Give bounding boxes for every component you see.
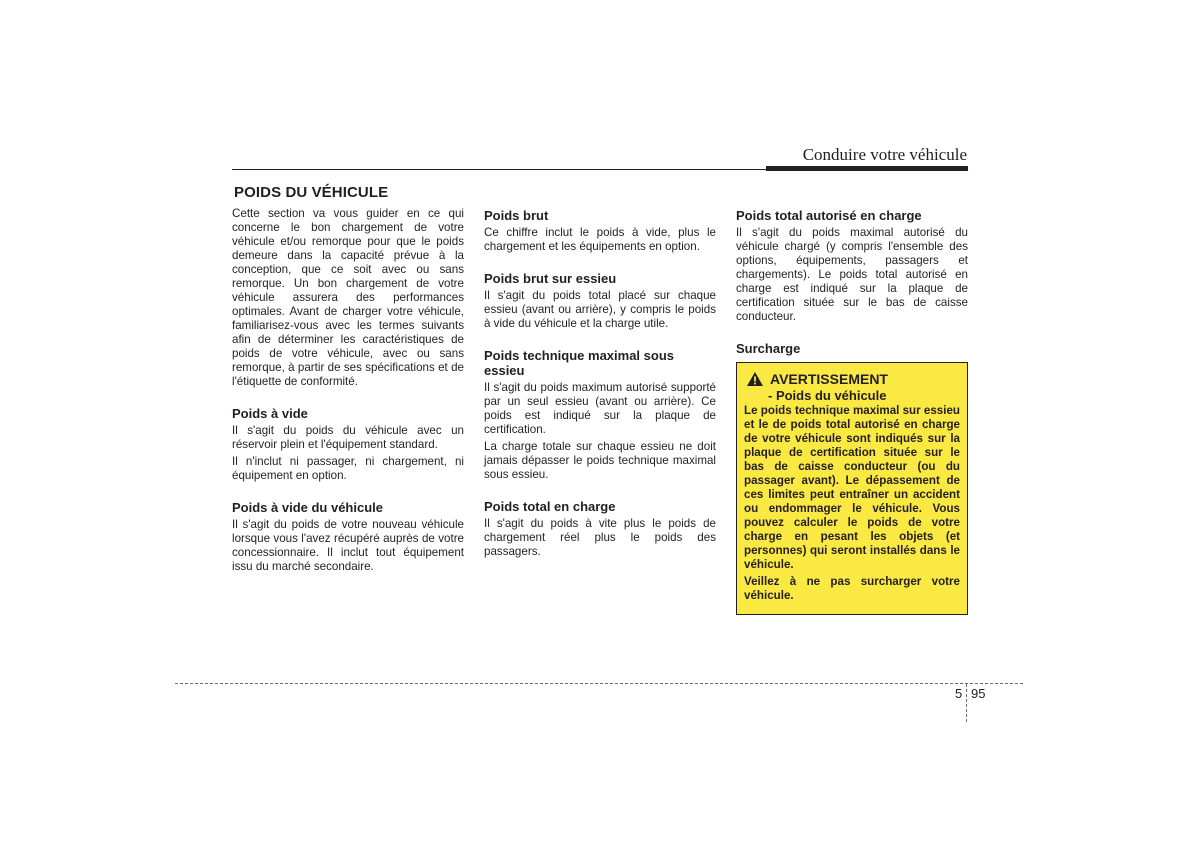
intro-paragraph: Cette section va vous guider en ce qui concerne le bon chargement de votre véhicule et/ou remorque pour que le poids demeure dans la capacité prévue à la conception, que ce soit avec ou sans remorque. Un bon chargement de votre véhicule assurera des performances optimales. Avant de charger votre véhicule, familiarisez-vous avec les termes suivants afin de déterminer les caractéristiques de poids de votre véhicule, avec ou sans remorque, à partir de ses spécifications et de l'étiquette de conformité. [232, 207, 464, 388]
header-rule-accent [766, 166, 968, 171]
warning-box [736, 362, 968, 615]
paragraph: La charge totale sur chaque essieu ne doit jamais dépasser le poids technique maximal sous essieu. [484, 440, 716, 481]
paragraph: Il s'agit du poids à vite plus le poids de chargement réel plus le poids des passagers. [484, 517, 716, 558]
warning-paragraph: Le poids technique maximal sur essieu et le de poids total autorisé en charge de votre véhicule sont indiqués sur la plaque de certification située sur le bas de caisse conducteur (ou du passager avant). Le dépassement de ces limites peut entraîner un accident ou endommager le véhicule. Vous pouvez calculer le poids de votre charge en pesant les objets (et personnes) qui seront installés dans le véhicule. [744, 404, 960, 571]
warning-paragraph: Veillez à ne pas surcharger votre véhicule. [744, 575, 960, 602]
paragraph: Il s'agit du poids de votre nouveau véhicule lorsque vous l'avez récupéré auprès de votre concessionnaire. Il inclut tout équipement issu du marché secondaire. [232, 518, 464, 573]
footer-rule [175, 683, 1023, 684]
heading-poids-total-autorise: Poids total autorisé en charge [736, 208, 922, 223]
column-3 [736, 182, 968, 615]
column-2 [484, 182, 716, 562]
heading-poids-brut-essieu: Poids brut sur essieu [484, 271, 617, 286]
warning-header [744, 371, 960, 387]
warning-title: AVERTISSEMENT [770, 371, 888, 387]
paragraph: Il s'agit du poids maximum autorisé supporté par un seul essieu (avant ou arrière). Ce poids est indiqué sur la plaque de certification. [484, 381, 716, 436]
column-1 [232, 182, 464, 577]
heading-surcharge: Surcharge [736, 341, 801, 356]
heading-poids-a-vide-vehicule: Poids à vide du véhicule [232, 500, 383, 515]
paragraph: Il s'agit du poids du véhicule avec un réservoir plein et l'équipement standard. [232, 424, 464, 451]
header-rule [232, 169, 766, 170]
section-title: POIDS DU VÉHICULE [234, 184, 389, 201]
heading-poids-brut: Poids brut [484, 208, 549, 223]
warning-triangle-icon [746, 371, 764, 387]
paragraph: Ce chiffre inclut le poids à vide, plus le chargement et les équipements en option. [484, 226, 716, 253]
running-header-title: Conduire votre véhicule [802, 145, 967, 164]
page-number: 95 [971, 686, 986, 701]
heading-poids-total-charge: Poids total en charge [484, 499, 616, 514]
heading-poids-a-vide: Poids à vide [232, 406, 308, 421]
paragraph: Il s'agit du poids total placé sur chaque essieu (avant ou arrière), y compris le poids à vide du véhicule et la charge utile. [484, 289, 716, 330]
chapter-number: 5 [955, 686, 963, 701]
footer-divider [966, 684, 967, 722]
paragraph: Il n'inclut ni passager, ni chargement, ni équipement en option. [232, 455, 464, 482]
warning-subtitle: - Poids du véhicule [768, 388, 887, 403]
paragraph: Il s'agit du poids maximal autorisé du véhicule chargé (y compris l'ensemble des options, équipements, passagers et chargements). Le poids total autorisé en charge est indiqué sur la plaque de certification située sur le bas de caisse conducteur. [736, 226, 968, 323]
heading-poids-technique: Poids technique maximal sous essieu [484, 348, 674, 378]
